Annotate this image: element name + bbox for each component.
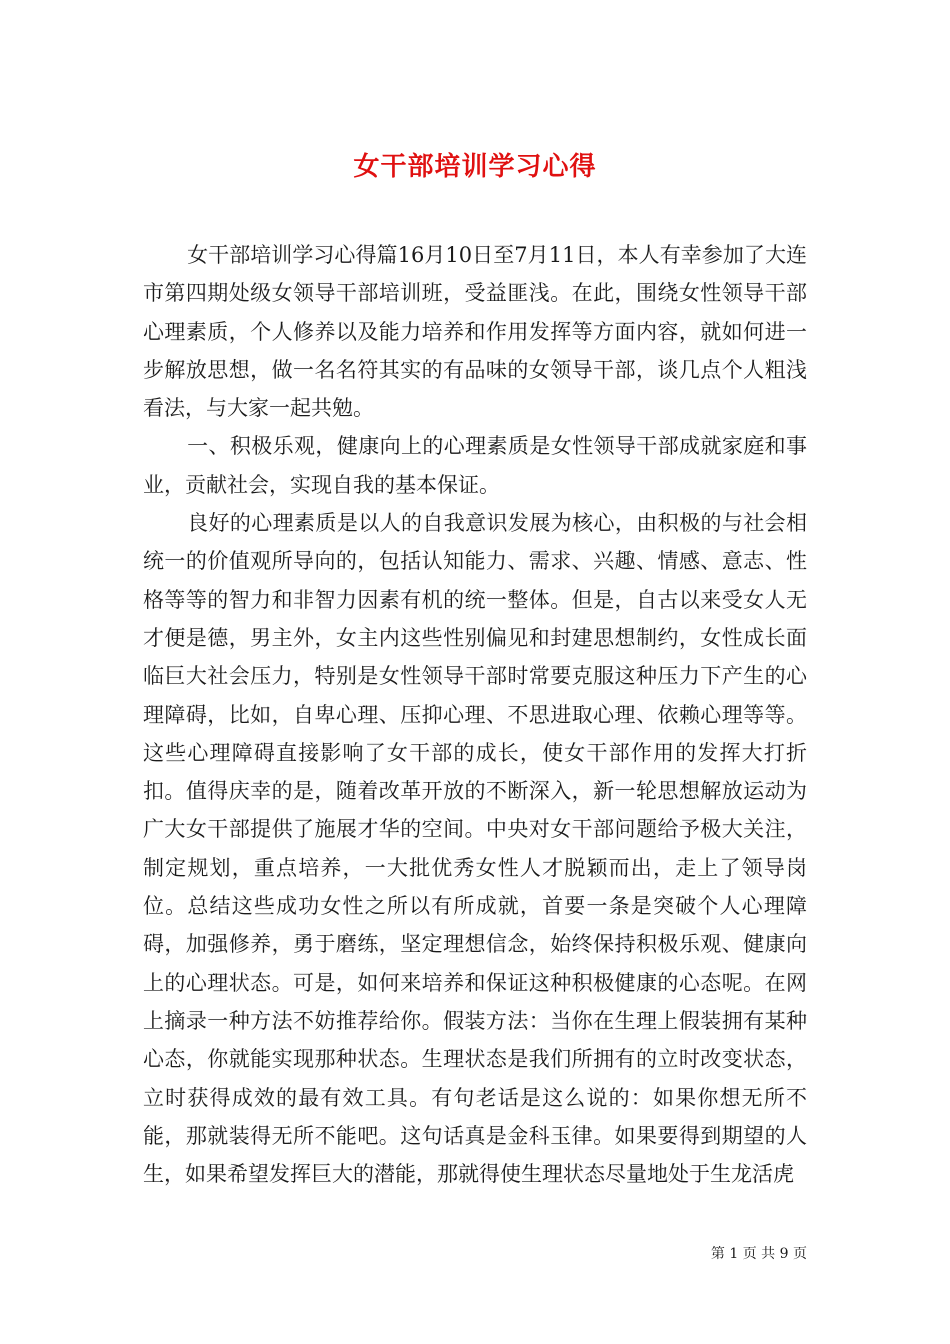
- paragraph-intro: 女干部培训学习心得篇16月10日至7月11日，本人有幸参加了大连市第四期处级女领导干部培训班，受益匪浅。在此，围绕女性领导干部心理素质，个人修养以及能力培养和作用发挥等方面内容，就如何进一步解放思想，做一名名符其实的有品味的女领导干部，谈几点个人粗浅看法，与大家一起共勉。: [143, 243, 807, 421]
- paragraph-section-heading: 一、积极乐观，健康向上的心理素质是女性领导干部成就家庭和事业，贡献社会，实现自我的基本保证。: [143, 434, 807, 497]
- document-body: [143, 236, 807, 1193]
- paragraph-main: 良好的心理素质是以人的自我意识发展为核心，由积极的与社会相统一的价值观所导向的，包括认知能力、需求、兴趣、情感、意志、性格等等的智力和非智力因素有机的统一整体。但是，自古以来受女人无才便是德，男主外，女主内这些性别偏见和封建思想制约，女性成长面临巨大社会压力，特别是女性领导干部时常要克服这种压力下产生的心理障碍，比如，自卑心理、压抑心理、不思进取心理、依赖心理等等。这些心理障碍直接影响了女干部的成长，使女干部作用的发挥大打折扣。值得庆幸的是，随着改革开放的不断深入，新一轮思想解放运动为广大女干部提供了施展才华的空间。中央对女干部问题给予极大关注，制定规划，重点培养，一大批优秀女性人才脱颖而出，走上了领导岗位。总结这些成功女性之所以有所成就，首要一条是突破个人心理障碍，加强修养，勇于磨练，坚定理想信念，始终保持积极乐观、健康向上的心理状态。可是，如何来培养和保证这种积极健康的心态呢。在网上摘录一种方法不妨推荐给你。假装方法：当你在生理上假装拥有某种心态，你就能实现那种状态。生理状态是我们所拥有的立时改变状态，立时获得成效的最有效工具。有句老话是这么说的：如果你想无所不能，那就装得无所不能吧。这句话真是金科玉律。如果要得到期望的人生，如果希望发挥巨大的潜能，那就得使生理状态尽量地处于生龙活虎: [143, 511, 807, 1187]
- page-number: 第 1 页 共 9 页: [710, 1246, 807, 1262]
- document-title: 女干部培训学习心得: [353, 152, 597, 183]
